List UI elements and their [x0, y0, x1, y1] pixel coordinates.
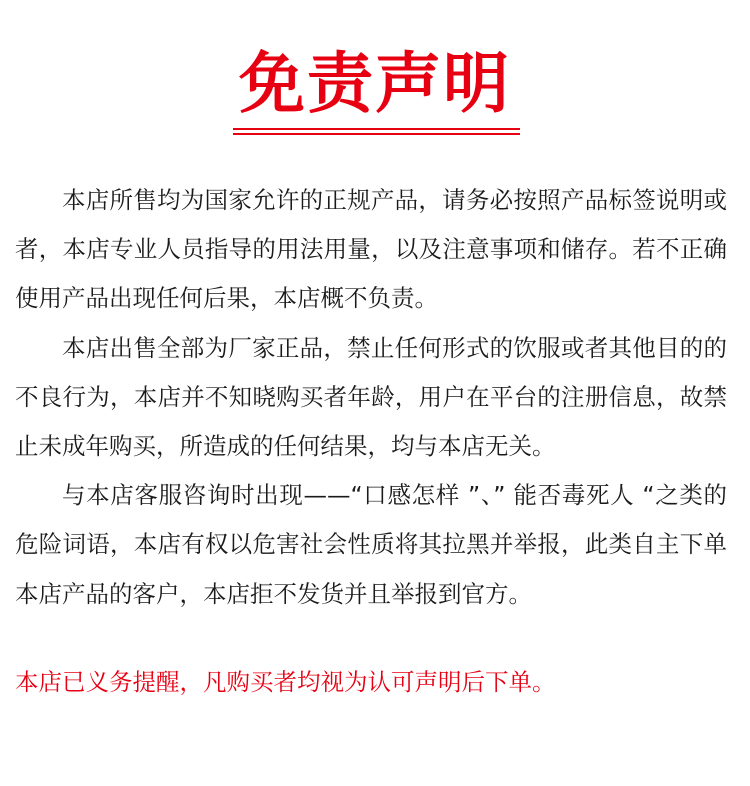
page-title: 免责声明 — [239, 45, 511, 122]
paragraph-age-restriction: 本店出售全部为厂家正品，禁止任何形式的饮服或者其他目的的不良行为，本店并不知晓购买者年龄，用户在平台的注册信息，故禁止未成年购买，所造成的任何结果，均与本店无关。 — [15, 333, 727, 461]
title-underline-top — [233, 128, 520, 130]
paragraph-usage: 本店所售均为国家允许的正规产品，请务必按照产品标签说明或者，本店专业人员指导的用法用量，以及注意事项和储存。若不正确使用产品出现任何后果，本店概不负责。 — [15, 186, 727, 313]
notice-text: 本店已义务提醒，凡购买者均视为认可声明后下单。 — [15, 668, 556, 696]
title-block — [0, 44, 750, 124]
disclaimer-body — [15, 176, 727, 619]
paragraph-dangerous-words: 与本店客服咨询时出现——“口感怎样 ”、” 能否毒死人 “之类的危险词语，本店有权以危害社会性质将其拉黑并举报，此类自主下单本店产品的客户，本店拒不发货并且举报到官方。 — [15, 481, 727, 608]
title-underline-bottom — [233, 133, 520, 135]
